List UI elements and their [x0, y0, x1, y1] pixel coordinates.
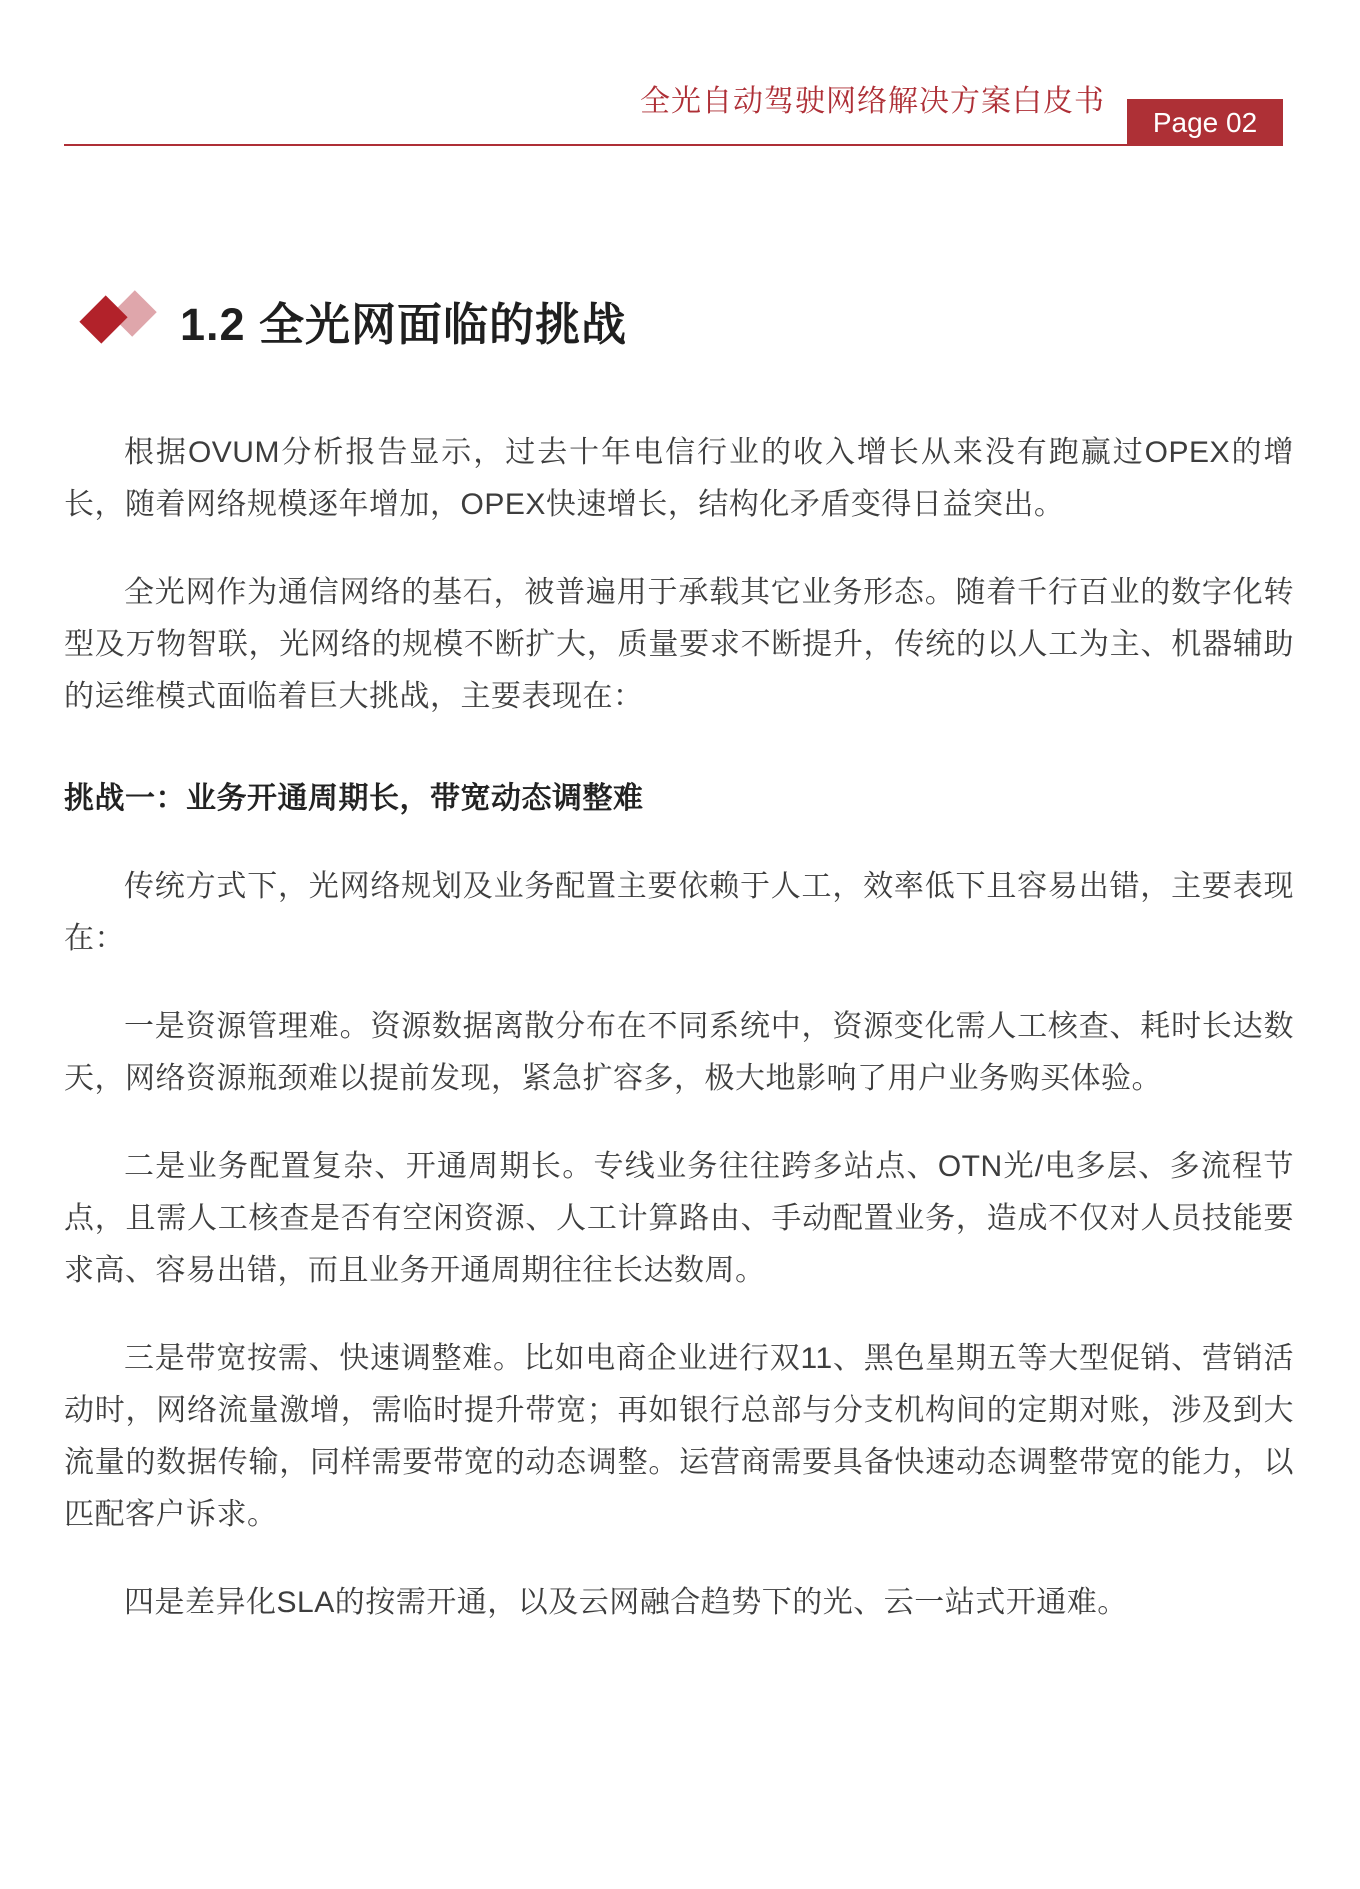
- intro-paragraph: 根据OVUM分析报告显示，过去十年电信行业的收入增长从来没有跑赢过OPEX的增长，随着网络规模逐年增加，OPEX快速增长，结构化矛盾变得日益突出。: [64, 436, 1294, 522]
- page-header: [64, 0, 1283, 146]
- intro-paragraph: 全光网作为通信网络的基石，被普遍用于承载其它业务形态。随着千行百业的数字化转型及万物智联，光网络的规模不断扩大，质量要求不断提升，传统的以人工为主、机器辅助的运维模式面临着巨大挑战，主要表现在：: [64, 576, 1294, 714]
- challenge-paragraph: 一是资源管理难。资源数据离散分布在不同系统中，资源变化需人工核查、耗时长达数天，网络资源瓶颈难以提前发现，紧急扩容多，极大地影响了用户业务购买体验。: [64, 1010, 1294, 1096]
- challenge-heading: 挑战一：业务开通周期长，带宽动态调整难: [64, 782, 644, 816]
- header-rule: [64, 76, 1127, 146]
- challenge-paragraph: 三是带宽按需、快速调整难。比如电商企业进行双11、黑色星期五等大型促销、营销活动时，网络流量激增，需临时提升带宽；再如银行总部与分支机构间的定期对账，涉及到大流量的数据传输，同样需要带宽的动态调整。运营商需要具备快速动态调整带宽的能力，以匹配客户诉求。: [64, 1342, 1294, 1532]
- section-title-row: [64, 258, 1283, 383]
- double-diamond-icon: [64, 292, 156, 350]
- challenge-paragraph: 二是业务配置复杂、开通周期长。专线业务往往跨多站点、OTN光/电多层、多流程节点，且需人工核查是否有空闲资源、人工计算路由、手动配置业务，造成不仅对人员技能要求高、容易出错，而且业务开通周期往往长达数周。: [64, 1150, 1294, 1288]
- section-title: 1.2 全光网面临的挑战: [180, 299, 628, 351]
- challenge-paragraph: 四是差异化SLA的按需开通，以及云网融合趋势下的光、云一站式开通难。: [124, 1586, 1128, 1620]
- diamond-dark-shape: [79, 295, 127, 343]
- page-number-badge: Page 02: [1127, 99, 1283, 146]
- challenge-paragraph: 传统方式下，光网络规划及业务配置主要依赖于人工，效率低下且容易出错，主要表现在：: [64, 870, 1294, 956]
- document-title: 全光自动驾驶网络解决方案白皮书: [640, 85, 1105, 118]
- body-content: [64, 427, 1294, 1629]
